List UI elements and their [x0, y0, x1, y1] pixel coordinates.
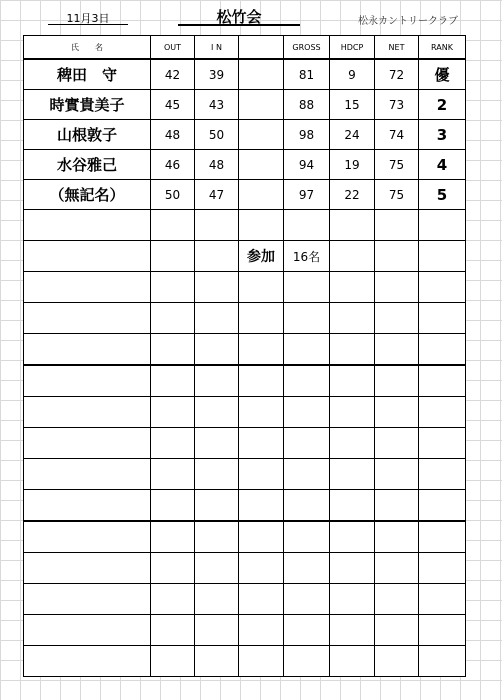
net-score: 75 — [375, 180, 419, 210]
col-rank-header: RANK — [419, 36, 466, 60]
player-name: （無記名） — [24, 180, 151, 210]
player-name: 水谷雅己 — [24, 150, 151, 180]
score-table — [23, 35, 466, 677]
col-blank-header — [239, 36, 284, 60]
handicap: 22 — [330, 180, 375, 210]
empty-row — [24, 490, 466, 522]
header-row — [24, 36, 466, 60]
in-score: 47 — [195, 180, 239, 210]
rank: 4 — [419, 150, 466, 180]
in-score: 50 — [195, 120, 239, 150]
club-name: 松永カントリークラブ — [358, 16, 458, 27]
col-name-header: 氏 名 — [24, 36, 151, 60]
col-gross-header: GROSS — [284, 36, 330, 60]
date-label: 11月3日 — [48, 10, 128, 25]
handicap: 15 — [330, 90, 375, 120]
rank: 優 — [419, 59, 466, 90]
player-name: 時實貴美子 — [24, 90, 151, 120]
empty-row — [24, 334, 466, 366]
col-net-header: NET — [375, 36, 419, 60]
empty-row — [24, 553, 466, 584]
rank: 5 — [419, 180, 466, 210]
col-in-header: I N — [195, 36, 239, 60]
in-score: 48 — [195, 150, 239, 180]
table-row — [24, 150, 466, 180]
empty-row — [24, 272, 466, 303]
empty-row — [24, 646, 466, 677]
gross-score: 98 — [284, 120, 330, 150]
blank-cell — [239, 59, 284, 90]
player-name: 稗田 守 — [24, 59, 151, 90]
gross-score: 97 — [284, 180, 330, 210]
empty-row — [24, 521, 466, 553]
out-score: 46 — [151, 150, 195, 180]
empty-row — [24, 584, 466, 615]
gross-score: 88 — [284, 90, 330, 120]
net-score: 73 — [375, 90, 419, 120]
gross-score: 81 — [284, 59, 330, 90]
table-row — [24, 120, 466, 150]
table-row — [24, 180, 466, 210]
handicap: 24 — [330, 120, 375, 150]
table-row — [24, 90, 466, 120]
page-title: 松竹会 — [178, 6, 300, 26]
out-score: 48 — [151, 120, 195, 150]
participation-count: 16名 — [284, 241, 330, 272]
handicap: 9 — [330, 59, 375, 90]
in-score: 43 — [195, 90, 239, 120]
empty-row — [24, 303, 466, 334]
participation-label: 参加 — [239, 241, 284, 272]
blank-cell — [239, 150, 284, 180]
out-score: 42 — [151, 59, 195, 90]
empty-row — [24, 615, 466, 646]
net-score: 75 — [375, 150, 419, 180]
empty-row — [24, 397, 466, 428]
empty-row — [24, 365, 466, 397]
gross-score: 94 — [284, 150, 330, 180]
out-score: 45 — [151, 90, 195, 120]
rank: 3 — [419, 120, 466, 150]
handicap: 19 — [330, 150, 375, 180]
out-score: 50 — [151, 180, 195, 210]
col-hdcp-header: HDCP — [330, 36, 375, 60]
col-out-header: OUT — [151, 36, 195, 60]
blank-cell — [239, 120, 284, 150]
in-score: 39 — [195, 59, 239, 90]
blank-cell — [239, 180, 284, 210]
blank-cell — [239, 90, 284, 120]
player-name: 山根敦子 — [24, 120, 151, 150]
net-score: 72 — [375, 59, 419, 90]
table-row — [24, 59, 466, 90]
rank: 2 — [419, 90, 466, 120]
empty-row — [24, 459, 466, 490]
empty-row — [24, 210, 466, 241]
empty-row — [24, 428, 466, 459]
participation-row — [24, 241, 466, 272]
net-score: 74 — [375, 120, 419, 150]
